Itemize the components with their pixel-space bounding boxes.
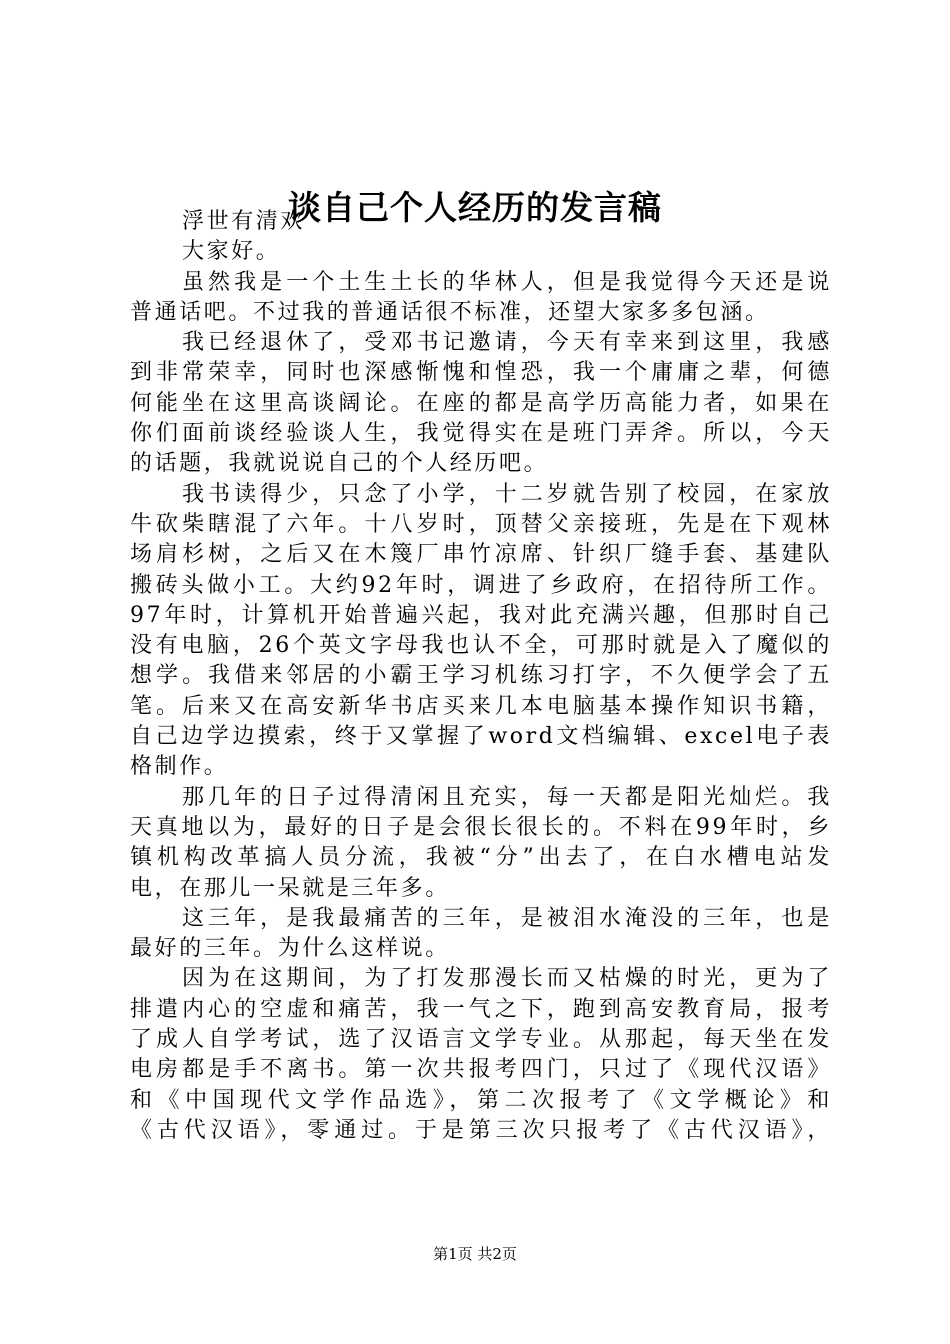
body-line: 没有电脑，26个英文字母我也认不全，可那时就是入了魔似的 [130,633,832,659]
document-body [130,206,832,1146]
body-line: 我已经退休了，受邓书记邀请，今天有幸来到这里，我感 [182,330,832,356]
body-line: 镇机构改革搞人员分流，我被“分”出去了，在白水槽电站发 [130,845,832,871]
body-line: 普通话吧。不过我的普通话很不标准，还望大家多多包涵。 [130,299,770,325]
page-footer: 第1页 共2页 [433,1245,517,1263]
body-line: 天真地以为，最好的日子是会很长很长的。不料在99年时，乡 [130,814,832,840]
body-line: 虽然我是一个土生土长的华林人，但是我觉得今天还是说 [182,269,832,295]
body-line: 你们面前谈经验谈人生，我觉得实在是班门弄斧。所以，今天 [130,421,832,447]
body-line: 和《中国现代文学作品选》，第二次报考了《文学概论》和 [130,1087,832,1113]
body-line: 想学。我借来邻居的小霸王学习机练习打字，不久便学会了五 [130,663,832,689]
author-line: 浮世有清欢 [182,209,306,234]
body-line: 电，在那儿一呆就是三年多。 [130,875,450,901]
body-line: 这三年，是我最痛苦的三年，是被泪水淹没的三年，也是 [182,905,832,931]
body-line: 自己边学边摸索，终于又掌握了word文档编辑、excel电子表 [130,724,832,750]
body-line: 97年时，计算机开始普遍兴起，我对此充满兴趣，但那时自己 [130,602,832,628]
paragraph-lines [130,268,832,1147]
body-line: 格制作。 [130,754,229,780]
body-line: 那几年的日子过得清闲且充实，每一天都是阳光灿烂。我 [182,784,832,810]
body-line: 《古代汉语》，零通过。于是第三次只报考了《古代汉语》， [130,1117,832,1143]
greeting-line: 大家好。 [182,239,281,265]
body-line: 搬砖头做小工。大约92年时，调进了乡政府，在招待所工作。 [130,572,832,598]
body-line: 的话题，我就说说自己的个人经历吧。 [130,451,549,477]
body-line: 我书读得少，只念了小学，十二岁就告别了校园，在家放 [182,481,832,507]
body-line: 笔。后来又在高安新华书店买来几本电脑基本操作知识书籍， [130,693,832,719]
body-line: 电房都是手不离书。第一次共报考四门，只过了《现代汉语》 [130,1057,832,1083]
body-line: 场肩杉树，之后又在木篾厂串竹凉席、针织厂缝手套、基建队 [130,542,832,568]
document-title: 谈自己个人经历的发言稿 [288,188,662,227]
body-line: 牛砍柴瞎混了六年。十八岁时，顶替父亲接班，先是在下观林 [130,511,832,537]
body-line: 因为在这期间，为了打发那漫长而又枯燥的时光，更为了 [182,966,832,992]
body-line: 到非常荣幸，同时也深感惭愧和惶恐，我一个庸庸之辈，何德 [130,360,832,386]
body-line: 最好的三年。为什么这样说。 [130,936,450,962]
body-line: 排遣内心的空虚和痛苦，我一气之下，跑到高安教育局，报考 [130,996,832,1022]
body-line: 了成人自学考试，选了汉语言文学专业。从那起，每天坐在发 [130,1027,832,1053]
body-line: 何能坐在这里高谈阔论。在座的都是高学历高能力者，如果在 [130,390,832,416]
